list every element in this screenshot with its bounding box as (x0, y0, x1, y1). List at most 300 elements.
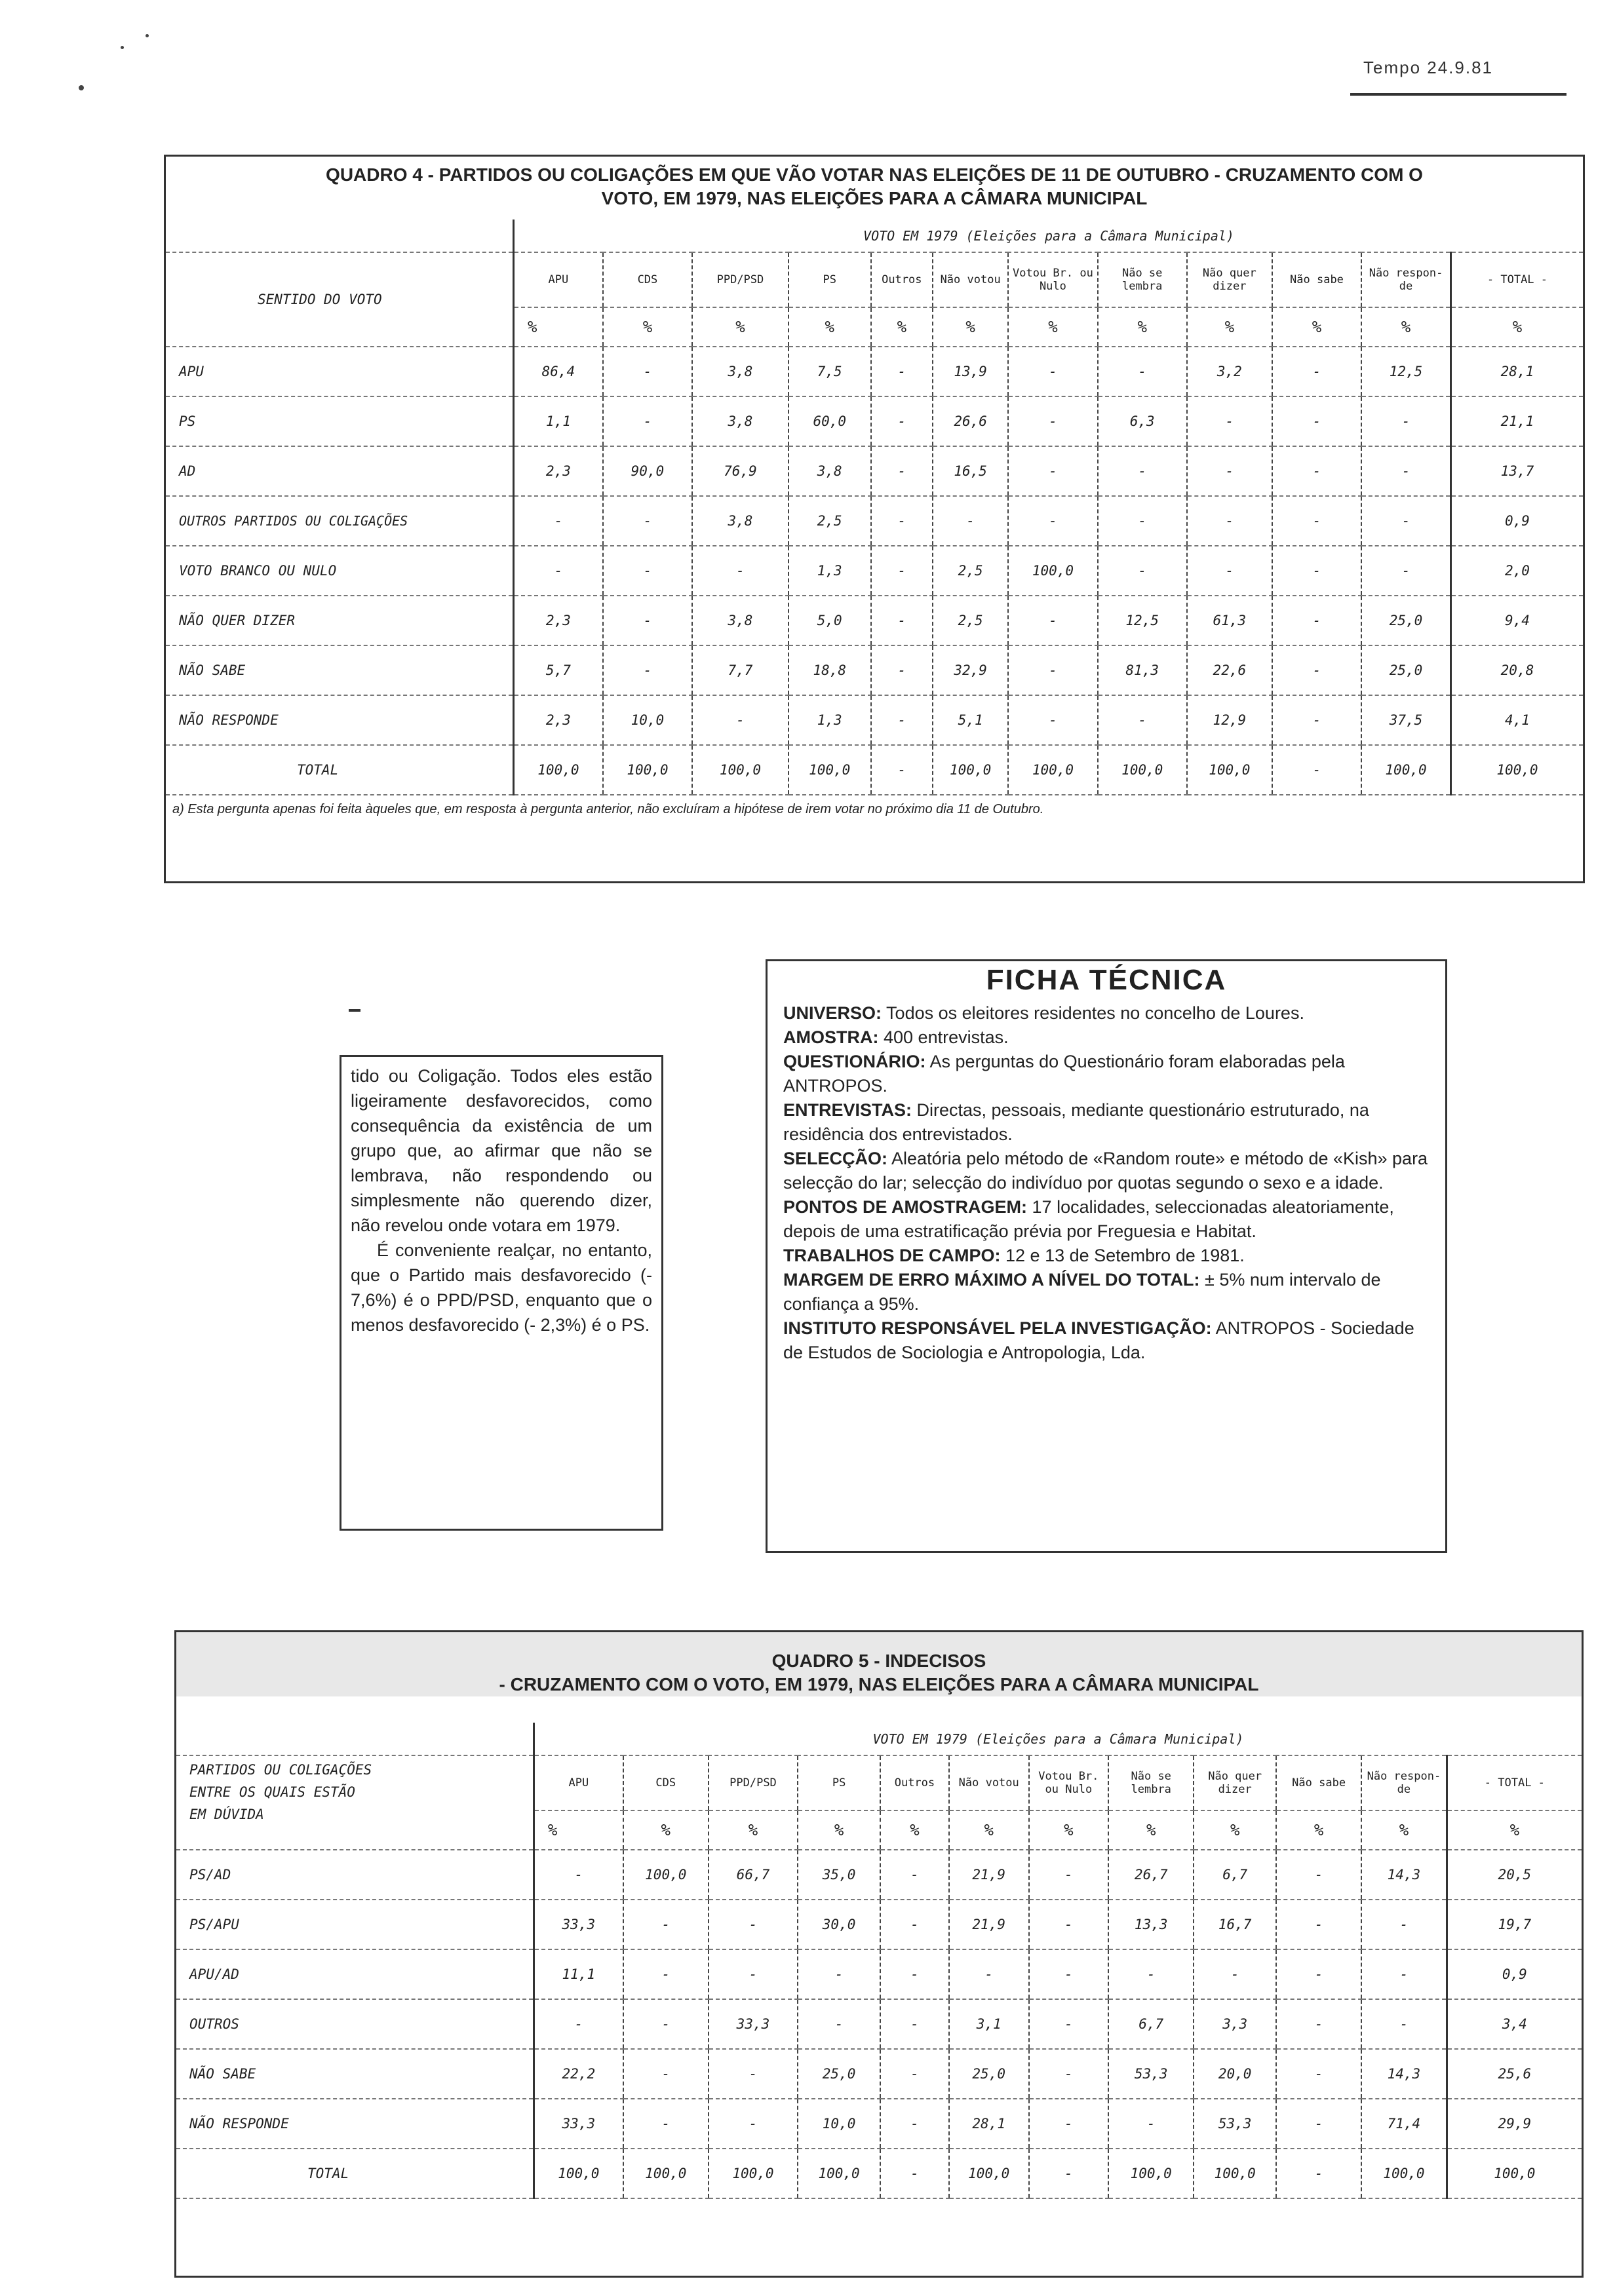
unit-cell: % (1194, 1810, 1276, 1850)
ficha-item-label: MARGEM DE ERRO MÁXIMO A NÍVEL DO TOTAL: (783, 1270, 1200, 1290)
table-cell: 4,1 (1450, 695, 1583, 745)
ficha-item (783, 1316, 1430, 1365)
table-cell: 53,3 (1194, 2099, 1276, 2149)
table-cell: 21,9 (949, 1850, 1029, 1900)
table-cell: 2,3 (514, 695, 603, 745)
table-cell: - (871, 695, 933, 745)
table-cell: - (709, 1949, 798, 1999)
unit-cell: % (514, 307, 603, 347)
quadro-4-title-line2: VOTO, EM 1979, NAS ELEIÇÕES PARA A CÂMARA MUNICIPAL (601, 188, 1148, 208)
table-cell: 28,1 (949, 2099, 1029, 2149)
table-cell: 3,8 (788, 446, 871, 496)
table-cell: - (692, 695, 788, 745)
unit-cell: % (623, 1810, 709, 1850)
table-cell: 12,5 (1098, 596, 1187, 645)
table-cell: - (1272, 496, 1361, 546)
unit-cell: % (603, 307, 692, 347)
quadro-5-superheader: VOTO EM 1979 (Eleições para a Câmara Municipal) (534, 1723, 1582, 1755)
ficha-item (783, 1244, 1430, 1268)
table-cell: - (871, 347, 933, 396)
row-label: APU (166, 347, 514, 396)
table-row (176, 2149, 1582, 2198)
table-cell: - (603, 645, 692, 695)
table-row (166, 396, 1583, 446)
table-cell: 2,3 (514, 446, 603, 496)
table-cell: - (1272, 396, 1361, 446)
row-label: PS (166, 396, 514, 446)
table-row (176, 1900, 1582, 1949)
table-cell: 25,6 (1447, 2049, 1582, 2099)
row-label: AD (166, 446, 514, 496)
table-row (166, 446, 1583, 496)
table-cell: 100,0 (788, 745, 871, 795)
table-row (166, 645, 1583, 695)
table-cell: - (603, 546, 692, 596)
table-cell: 100,0 (1187, 745, 1272, 795)
table-cell: - (1272, 645, 1361, 695)
table-cell: - (880, 2099, 949, 2149)
column-header: Não quer dizer (1187, 252, 1272, 307)
table-cell: 100,0 (1450, 745, 1583, 795)
table-cell: - (871, 546, 933, 596)
table-cell: - (871, 596, 933, 645)
table-row (176, 2049, 1582, 2099)
table-cell: 5,1 (933, 695, 1008, 745)
table-cell: 35,0 (798, 1850, 880, 1900)
table-cell: 100,0 (798, 2149, 880, 2198)
quadro-5-row-header (176, 1755, 534, 1850)
ficha-item (783, 1098, 1430, 1147)
row-label: NÃO RESPONDE (176, 2099, 534, 2149)
unit-cell: % (949, 1810, 1029, 1850)
column-header: Outros (871, 252, 933, 307)
ficha-item-text: Aleatória pelo método de «Random route» e método de «Kish» para selecção do lar; selecção do indivíduo por quotas segundo o sexo e a idade. (783, 1149, 1428, 1193)
unit-cell: % (1108, 1810, 1194, 1850)
unit-cell: % (1450, 307, 1583, 347)
table-cell: - (1276, 1900, 1361, 1949)
table-cell: 100,0 (1098, 745, 1187, 795)
table-cell: - (603, 347, 692, 396)
column-header: Não se lembra (1108, 1755, 1194, 1810)
ficha-tecnica-box (766, 959, 1447, 1553)
unit-cell: % (1361, 1810, 1447, 1850)
table-cell: 81,3 (1098, 645, 1187, 695)
table-cell: 61,3 (1187, 596, 1272, 645)
table-cell: - (603, 596, 692, 645)
table-cell: 16,5 (933, 446, 1008, 496)
column-header: Outros (880, 1755, 949, 1810)
table-cell: - (1361, 1999, 1447, 2049)
table-cell: 3,3 (1194, 1999, 1276, 2049)
table-cell: 2,3 (514, 596, 603, 645)
table-cell: 76,9 (692, 446, 788, 496)
table-cell: 60,0 (788, 396, 871, 446)
table-row (166, 745, 1583, 795)
table-cell: 6,3 (1098, 396, 1187, 446)
table-row (176, 1850, 1582, 1900)
ficha-item-text: ANTROPOS - Sociedade de Estudos de Sociologia e Antropologia, Lda. (783, 1318, 1414, 1362)
scan-speck (79, 85, 84, 90)
table-cell: - (1029, 1850, 1109, 1900)
ficha-item-text: 12 e 13 de Setembro de 1981. (1005, 1246, 1245, 1265)
table-cell: - (1029, 1900, 1109, 1949)
ficha-item-text: 17 localidades, seleccionadas aleatoriamente, depois de uma estratificação prévia por Freguesia e Habitat. (783, 1197, 1394, 1241)
table-cell: 3,8 (692, 596, 788, 645)
column-header: Não respon-de (1361, 1755, 1447, 1810)
column-header: - TOTAL - (1447, 1755, 1582, 1810)
table-cell: - (1276, 1949, 1361, 1999)
column-header: APU (514, 252, 603, 307)
table-cell: - (623, 1999, 709, 2049)
unit-cell: % (1008, 307, 1097, 347)
table-cell: - (1029, 2149, 1109, 2198)
column-header: CDS (603, 252, 692, 307)
ficha-item-label: PONTOS DE AMOSTRAGEM: (783, 1197, 1028, 1217)
table-cell: - (1361, 446, 1450, 496)
table-cell: 66,7 (709, 1850, 798, 1900)
table-cell: 100,0 (1008, 546, 1097, 596)
table-cell: 2,5 (933, 596, 1008, 645)
unit-cell: % (534, 1810, 623, 1850)
table-cell: - (1008, 396, 1097, 446)
ficha-tecnica-items (783, 1001, 1430, 1365)
table-cell: 33,3 (709, 1999, 798, 2049)
table-cell: - (709, 1900, 798, 1949)
table-cell: 16,7 (1194, 1900, 1276, 1949)
scan-speck (146, 34, 149, 37)
table-cell: - (1272, 695, 1361, 745)
table-cell: 3,8 (692, 396, 788, 446)
table-cell: 33,3 (534, 2099, 623, 2149)
table-cell: 26,7 (1108, 1850, 1194, 1900)
quadro-4-superheader: VOTO EM 1979 (Eleições para a Câmara Municipal) (514, 220, 1584, 252)
table-cell: 100,0 (1447, 2149, 1582, 2198)
table-cell: - (871, 745, 933, 795)
table-cell: - (1008, 645, 1097, 695)
table-cell: - (880, 2149, 949, 2198)
ficha-item-text: Directas, pessoais, mediante questionário estruturado, na residência dos entrevistados. (783, 1100, 1369, 1144)
table-cell: 100,0 (1194, 2149, 1276, 2198)
table-cell: 28,1 (1450, 347, 1583, 396)
table-cell: 30,0 (798, 1900, 880, 1949)
table-cell: 6,7 (1194, 1850, 1276, 1900)
table-cell: 10,0 (798, 2099, 880, 2149)
quadro-5-row-header-line3: EM DÚVIDA (189, 1807, 264, 1822)
table-cell: 100,0 (514, 745, 603, 795)
table-cell: 53,3 (1108, 2049, 1194, 2099)
table-cell: 1,3 (788, 546, 871, 596)
table-cell: - (880, 1999, 949, 2049)
table-cell: 100,0 (1108, 2149, 1194, 2198)
table-cell: 11,1 (534, 1949, 623, 1999)
table-cell: - (880, 2049, 949, 2099)
unit-cell: % (798, 1810, 880, 1850)
table-cell: 3,8 (692, 496, 788, 546)
table-cell: 14,3 (1361, 2049, 1447, 2099)
quadro-5-table (176, 1723, 1582, 2199)
ficha-item-label: TRABALHOS DE CAMPO: (783, 1246, 1001, 1265)
table-cell: - (1272, 546, 1361, 596)
table-cell: - (1029, 1999, 1109, 2049)
table-row (166, 347, 1583, 396)
ficha-item (783, 1001, 1430, 1025)
table-cell: 5,7 (514, 645, 603, 695)
table-cell: - (623, 1949, 709, 1999)
table-cell: - (1361, 546, 1450, 596)
table-cell: 13,9 (933, 347, 1008, 396)
ficha-item (783, 1050, 1430, 1098)
unit-cell: % (871, 307, 933, 347)
table-cell: - (514, 496, 603, 546)
table-cell: - (880, 1949, 949, 1999)
table-cell: - (1276, 1999, 1361, 2049)
table-row (176, 1999, 1582, 2049)
table-cell: 100,0 (1008, 745, 1097, 795)
ficha-item (783, 1195, 1430, 1244)
table-cell: - (1008, 347, 1097, 396)
unit-cell: % (1447, 1810, 1582, 1850)
row-label: VOTO BRANCO OU NULO (166, 546, 514, 596)
table-cell: 13,7 (1450, 446, 1583, 496)
column-header: PPD/PSD (709, 1755, 798, 1810)
table-cell: - (871, 496, 933, 546)
table-cell: - (623, 2099, 709, 2149)
row-label: OUTROS (176, 1999, 534, 2049)
table-cell: - (1361, 1949, 1447, 1999)
table-cell: - (1276, 2099, 1361, 2149)
table-cell: - (871, 446, 933, 496)
ficha-item-text: As perguntas do Questionário foram elaboradas pela ANTROPOS. (783, 1052, 1345, 1096)
table-cell: - (933, 496, 1008, 546)
quadro-5-title (176, 1632, 1582, 1696)
table-cell: 0,9 (1447, 1949, 1582, 1999)
table-cell: - (1008, 596, 1097, 645)
table-cell: - (534, 1999, 623, 2049)
ficha-item-label: AMOSTRA: (783, 1027, 879, 1047)
table-cell: 86,4 (514, 347, 603, 396)
row-label: NÃO QUER DIZER (166, 596, 514, 645)
table-cell: - (1029, 2099, 1109, 2149)
table-cell: - (1187, 546, 1272, 596)
column-header: PPD/PSD (692, 252, 788, 307)
table-cell: 20,8 (1450, 645, 1583, 695)
side-text-paragraph-1: tido ou Coligação. Todos eles estão ligeiramente desfavorecidos, como consequência da existência de um grupo que, ao afirmar que não se lembrava, não respondendo ou simplesmente não querendo dizer, não revelou onde votara em 1979. (351, 1066, 652, 1235)
ficha-item (783, 1147, 1430, 1195)
table-cell: - (1187, 496, 1272, 546)
table-cell: - (1361, 1900, 1447, 1949)
table-cell: 32,9 (933, 645, 1008, 695)
unit-cell: % (1276, 1810, 1361, 1850)
table-cell: - (709, 2049, 798, 2099)
table-cell: - (1098, 347, 1187, 396)
table-cell: - (709, 2099, 798, 2149)
table-cell: - (514, 546, 603, 596)
column-header: Votou Br. ou Nulo (1029, 1755, 1109, 1810)
table-cell: - (1361, 496, 1450, 546)
table-cell: - (1098, 496, 1187, 546)
column-header: Votou Br. ou Nulo (1008, 252, 1097, 307)
ficha-item-label: INSTITUTO RESPONSÁVEL PELA INVESTIGAÇÃO: (783, 1318, 1212, 1338)
table-cell: 3,8 (692, 347, 788, 396)
table-cell: 14,3 (1361, 1850, 1447, 1900)
table-cell: 20,5 (1447, 1850, 1582, 1900)
side-text-box (340, 1055, 663, 1531)
table-row (176, 2099, 1582, 2149)
row-label: TOTAL (176, 2149, 534, 2198)
table-cell: - (1272, 596, 1361, 645)
column-header: Não respon-de (1361, 252, 1450, 307)
table-cell: 12,5 (1361, 347, 1450, 396)
table-cell: - (871, 396, 933, 446)
table-cell: 1,1 (514, 396, 603, 446)
table-cell: - (1029, 1949, 1109, 1999)
table-cell: 100,0 (623, 2149, 709, 2198)
table-cell: 21,9 (949, 1900, 1029, 1949)
column-header: CDS (623, 1755, 709, 1810)
row-label: PS/APU (176, 1900, 534, 1949)
table-cell: - (1276, 2149, 1361, 2198)
table-cell: - (1194, 1949, 1276, 1999)
table-cell: 3,1 (949, 1999, 1029, 2049)
row-label: TOTAL (166, 745, 514, 795)
ficha-item (783, 1025, 1430, 1050)
table-cell: 100,0 (534, 2149, 623, 2198)
table-cell: 13,3 (1108, 1900, 1194, 1949)
table-cell: 3,4 (1447, 1999, 1582, 2049)
table-cell: 19,7 (1447, 1900, 1582, 1949)
table-cell: - (1029, 2049, 1109, 2099)
table-cell: 9,4 (1450, 596, 1583, 645)
scan-speck (121, 46, 124, 49)
column-header: Não sabe (1276, 1755, 1361, 1810)
table-cell: - (1272, 745, 1361, 795)
row-label: NÃO SABE (176, 2049, 534, 2099)
table-cell: - (798, 1949, 880, 1999)
column-header: Não votou (949, 1755, 1029, 1810)
table-row (166, 695, 1583, 745)
table-cell: 90,0 (603, 446, 692, 496)
table-cell: - (623, 1900, 709, 1949)
table-cell: - (1361, 396, 1450, 446)
table-cell: 3,2 (1187, 347, 1272, 396)
table-cell: 2,5 (933, 546, 1008, 596)
table-cell: - (949, 1949, 1029, 1999)
quadro-5-title-line2: - CRUZAMENTO COM O VOTO, EM 1979, NAS ELEIÇÕES PARA A CÂMARA MUNICIPAL (499, 1674, 1259, 1694)
ficha-item (783, 1268, 1430, 1316)
row-label: NÃO SABE (166, 645, 514, 695)
ficha-item-label: SELECÇÃO: (783, 1149, 888, 1168)
quadro-4-title (166, 157, 1583, 210)
table-cell: - (871, 645, 933, 695)
table-cell: 100,0 (1361, 745, 1450, 795)
table-cell: 21,1 (1450, 396, 1583, 446)
unit-cell: % (1272, 307, 1361, 347)
column-header: Não se lembra (1098, 252, 1187, 307)
table-cell: - (1108, 2099, 1194, 2149)
unit-cell: % (880, 1810, 949, 1850)
quadro-5-title-line1: QUADRO 5 - INDECISOS (771, 1651, 986, 1671)
table-cell: - (880, 1900, 949, 1949)
table-cell: 20,0 (1194, 2049, 1276, 2099)
unit-cell: % (1098, 307, 1187, 347)
quadro-5-row-header-line2: ENTRE OS QUAIS ESTÃO (189, 1784, 355, 1800)
table-cell: - (798, 1999, 880, 2049)
ficha-tecnica-title: FICHA TÉCNICA (986, 964, 1227, 996)
quadro-4-table-frame (164, 155, 1585, 883)
quadro-4-title-line1: QUADRO 4 - PARTIDOS OU COLIGAÇÕES EM QUE VÃO VOTAR NAS ELEIÇÕES DE 11 DE OUTUBRO - CRUZAMENTO COM O (326, 164, 1423, 185)
table-cell: 7,5 (788, 347, 871, 396)
table-cell: 25,0 (1361, 645, 1450, 695)
table-row (166, 546, 1583, 596)
table-cell: 10,0 (603, 695, 692, 745)
ficha-item-label: ENTREVISTAS: (783, 1100, 912, 1120)
quadro-4-table (166, 220, 1583, 795)
table-cell: - (1098, 695, 1187, 745)
table-cell: - (1187, 396, 1272, 446)
table-cell: - (692, 546, 788, 596)
table-cell: 25,0 (1361, 596, 1450, 645)
table-cell: 7,7 (692, 645, 788, 695)
ficha-item-label: UNIVERSO: (783, 1003, 882, 1023)
table-cell: - (880, 1850, 949, 1900)
table-cell: 2,0 (1450, 546, 1583, 596)
ficha-item-label: QUESTIONÁRIO: (783, 1052, 926, 1071)
table-row (176, 1949, 1582, 1999)
table-cell: - (603, 396, 692, 446)
unit-cell: % (933, 307, 1008, 347)
table-cell: - (1272, 446, 1361, 496)
quadro-5-table-frame (174, 1630, 1584, 2278)
table-cell: 100,0 (949, 2149, 1029, 2198)
table-cell: - (1098, 446, 1187, 496)
quadro-4-footnote: a) Esta pergunta apenas foi feita àqueles que, em resposta à pergunta anterior, não excluíram a hipótese de irem votar no próximo dia 11 de Outubro. (172, 802, 1044, 816)
table-cell: - (1276, 1850, 1361, 1900)
page-header-ref: Tempo 24.9.81 (1363, 58, 1494, 77)
table-cell: 100,0 (603, 745, 692, 795)
table-cell: 100,0 (1361, 2149, 1447, 2198)
table-row (166, 496, 1583, 546)
table-cell: 26,6 (933, 396, 1008, 446)
table-cell: 12,9 (1187, 695, 1272, 745)
table-cell: 0,9 (1450, 496, 1583, 546)
ficha-item-text: Todos os eleitores residentes no concelho de Loures. (886, 1003, 1304, 1023)
quadro-5-row-header-line1: PARTIDOS OU COLIGAÇÕES (189, 1762, 372, 1778)
column-header: PS (788, 252, 871, 307)
table-cell: 25,0 (798, 2049, 880, 2099)
table-cell: 6,7 (1108, 1999, 1194, 2049)
unit-cell: % (788, 307, 871, 347)
row-label: PS/AD (176, 1850, 534, 1900)
table-cell: 33,3 (534, 1900, 623, 1949)
unit-cell: % (692, 307, 788, 347)
row-label: OUTROS PARTIDOS OU COLIGAÇÕES (166, 496, 514, 546)
table-cell: 2,5 (788, 496, 871, 546)
table-cell: 29,9 (1447, 2099, 1582, 2149)
table-cell: 71,4 (1361, 2099, 1447, 2149)
table-cell: - (1008, 695, 1097, 745)
table-cell: - (1098, 546, 1187, 596)
table-cell: - (1272, 347, 1361, 396)
table-cell: 100,0 (933, 745, 1008, 795)
unit-cell: % (1187, 307, 1272, 347)
table-cell: - (1108, 1949, 1194, 1999)
column-header: APU (534, 1755, 623, 1810)
quadro-4-row-header: SENTIDO DO VOTO (166, 252, 514, 347)
ficha-item-text: ± 5% num intervalo de confiança a 95%. (783, 1270, 1381, 1314)
table-cell: 22,2 (534, 2049, 623, 2099)
table-cell: 100,0 (709, 2149, 798, 2198)
table-cell: - (603, 496, 692, 546)
